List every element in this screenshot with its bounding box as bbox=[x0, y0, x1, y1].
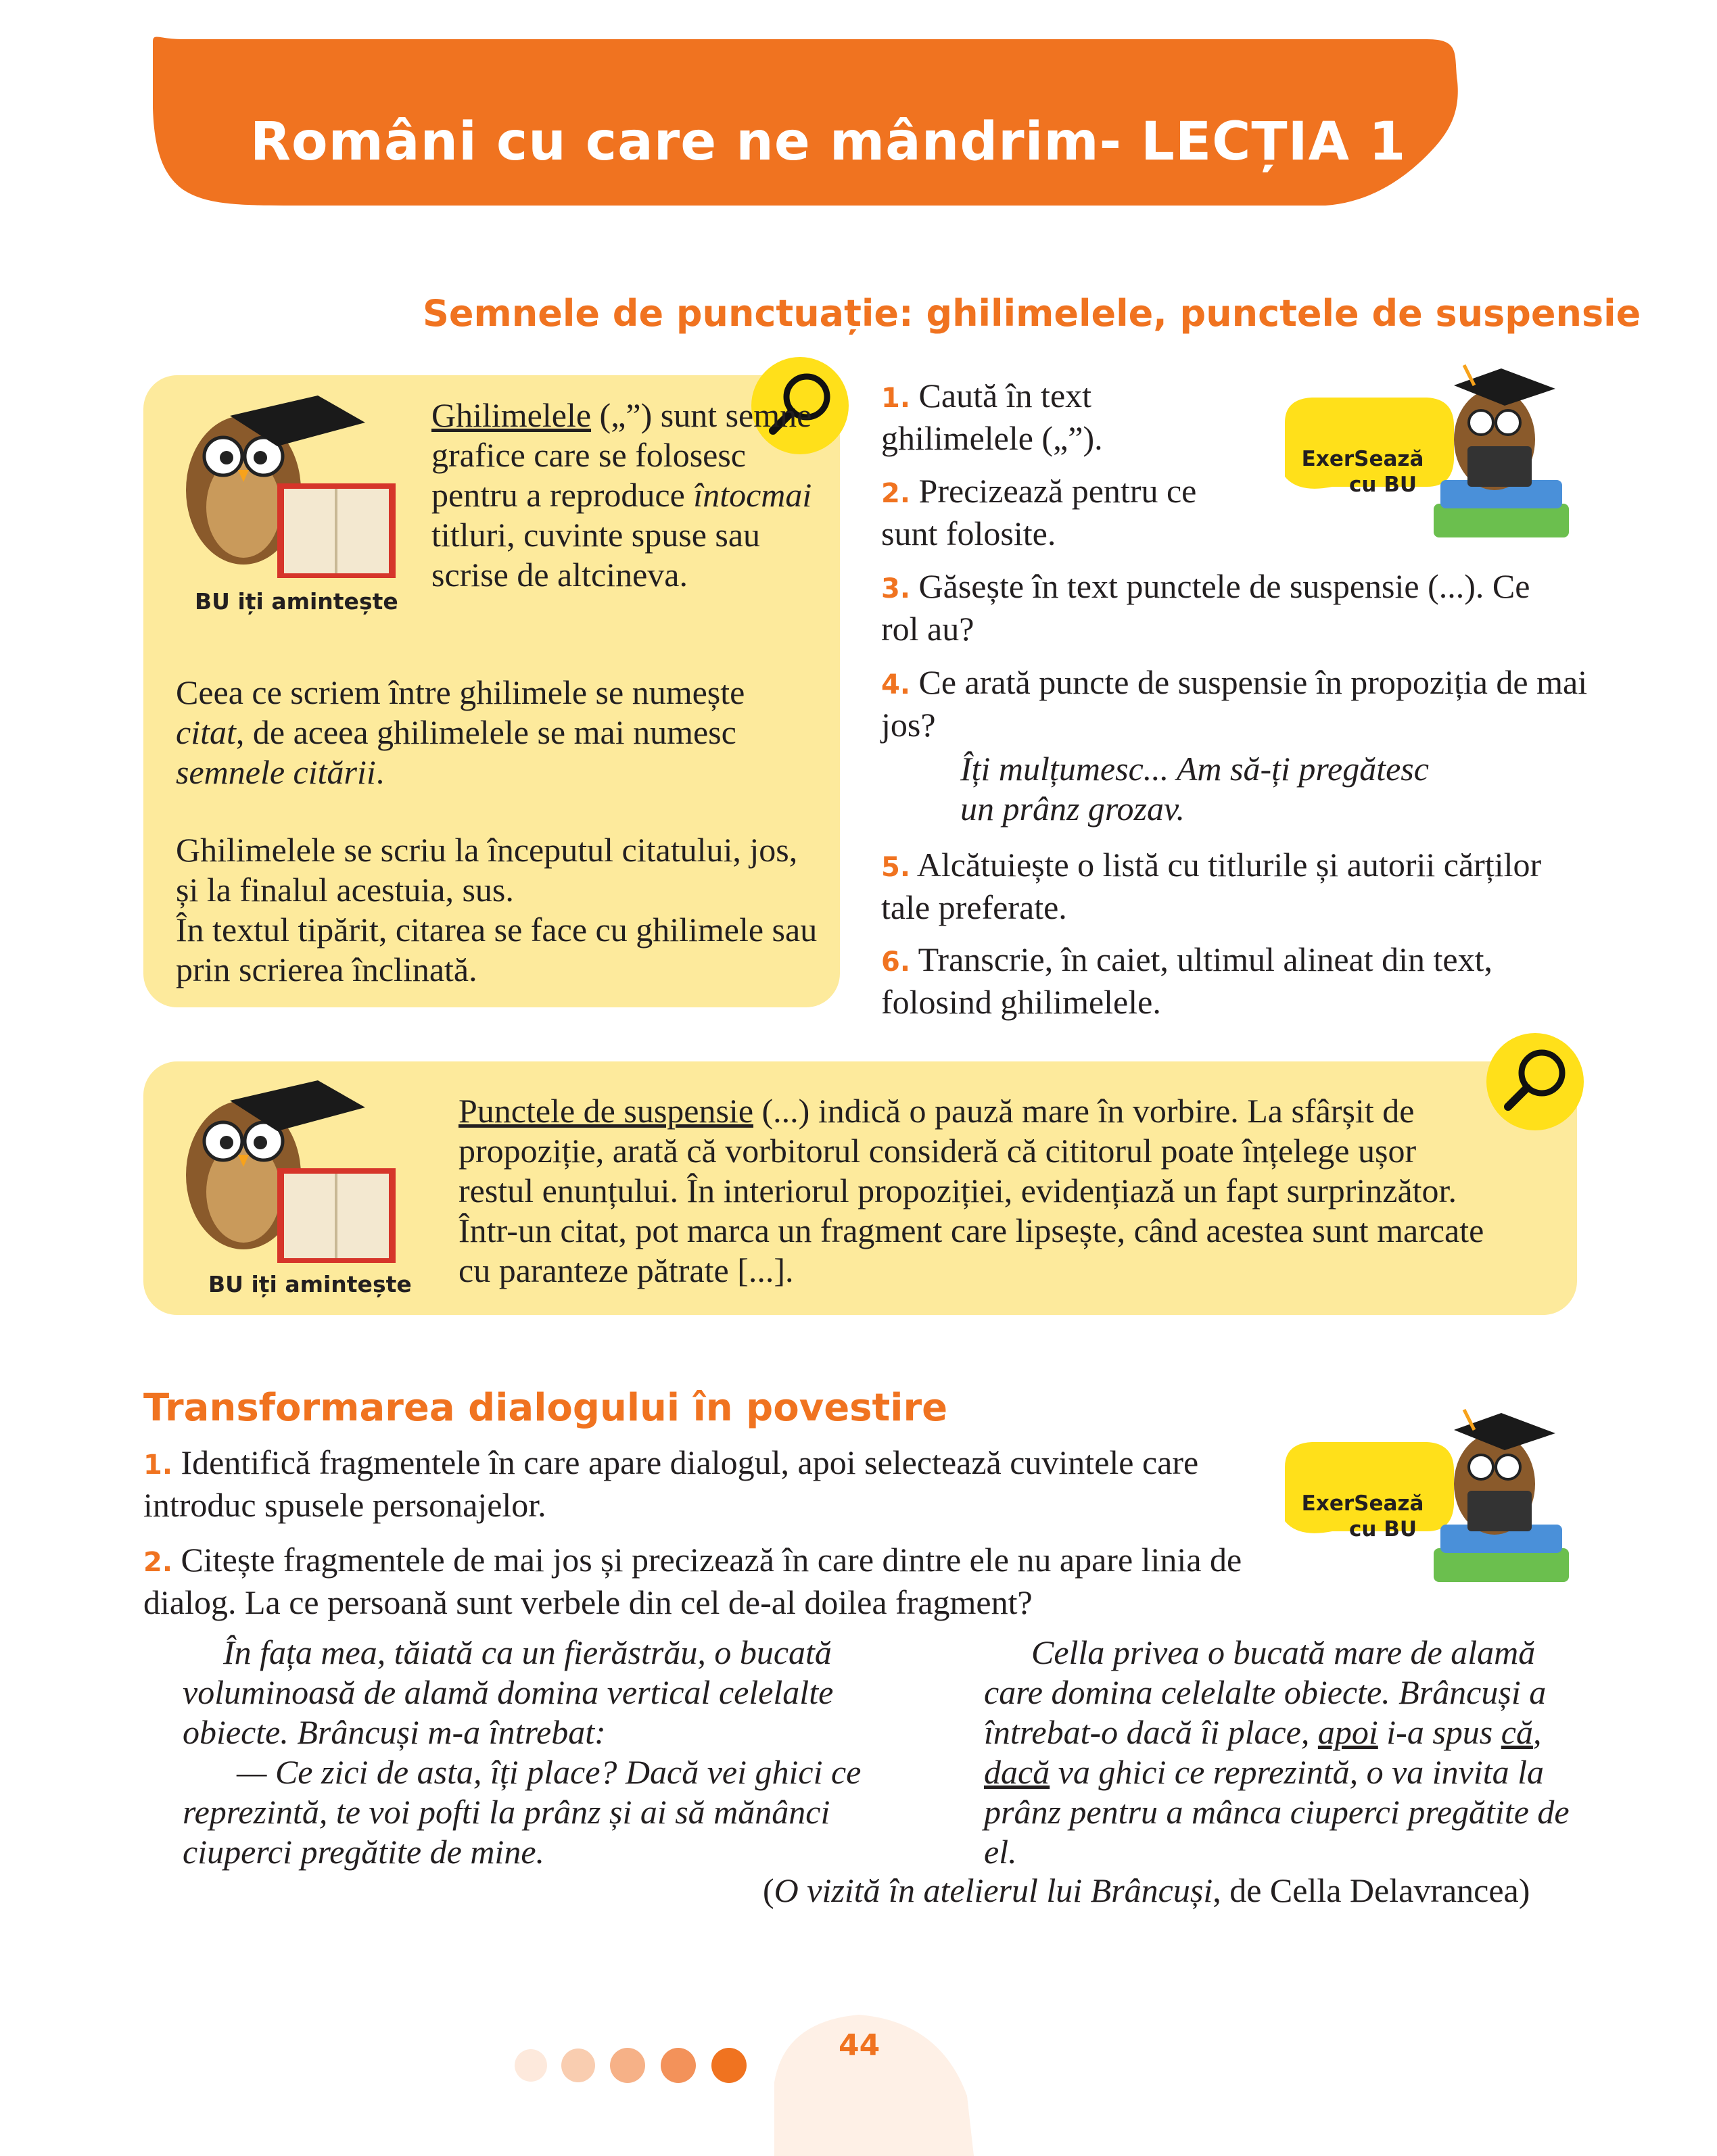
owl-with-book-icon bbox=[162, 1067, 399, 1270]
exercise-item: 2. Citește fragmentele de mai jos și precizează în care dintre ele nu apare linia de dialog. La ce persoană sunt verbele din cel de-al doilea fragment? bbox=[143, 1541, 1242, 1621]
owl-label: BU iți amintește bbox=[195, 588, 398, 615]
page-footer-decoration bbox=[500, 2008, 994, 2156]
magnifier-icon bbox=[1484, 1031, 1586, 1132]
exercise-badge-label: ExerSează cu BU bbox=[1301, 447, 1424, 497]
exercise-item: 4. Ce arată puncte de suspensie în propoziția de mai jos? bbox=[881, 663, 1588, 744]
page-number: 44 bbox=[839, 2028, 880, 2063]
section-title-punctuation: Semnele de punctuație: ghilimelele, punctele de suspensie bbox=[423, 292, 1641, 335]
fragment-dialogue: În fața mea, tăiată ca un fierăstrău, o bucată voluminoasă de alamă domina vertical celelalte obiecte. Brâncuși m-a întrebat: — Ce zici de asta, îți place? Dacă vei ghici ce reprezintă, te voi pofti la prânz și ai să mănânci ciuperci pregătite de mine. bbox=[183, 1633, 862, 1871]
exercise-item: 2. Precizează pentru ce sunt folosite. bbox=[881, 472, 1197, 552]
section-title-dialogue: Transformarea dialogului în povestire bbox=[143, 1386, 948, 1430]
exercise-item: 5. Alcătuiește o listă cu titlurile și autorii cărților tale preferate. bbox=[881, 846, 1542, 926]
fragment-narration: Cella privea o bucată mare de alamă care domina celelalte obiecte. Brâncuși a întrebat-o dacă îi place, apoi i-a spus că, dacă va ghici ce reprezintă, o va invita la prânz pentru a mânca ciuperci pregătite de el. bbox=[984, 1633, 1570, 1871]
owl-with-book-icon bbox=[162, 382, 399, 585]
exercise-badge-label: ExerSează cu BU bbox=[1301, 1491, 1424, 1541]
exercise-item: 3. Găsește în text punctele de suspensie (...). Ce rol au? bbox=[881, 567, 1530, 648]
quotes-paragraph-4: În textul tipărit, citarea se face cu ghilimele sau prin scrierea înclinată. bbox=[176, 911, 818, 988]
quotes-definition: Ghilimelele („”) sunt semne grafice care se folosesc pentru a reproduce întocmai titluri, cuvinte spuse sau scrise de altcineva. bbox=[431, 396, 812, 594]
owl-label: BU iți amintește bbox=[208, 1271, 412, 1297]
source-citation: (O vizită în atelierul lui Brâncuși, de Cella Delavrancea) bbox=[763, 1871, 1530, 1909]
quotes-paragraph-2: Ceea ce scriem între ghilimele se numește citat, de aceea ghilimelele se mai numesc semnele citării. bbox=[176, 673, 745, 791]
page-title: Români cu care ne mândrim- LECȚIA 1 bbox=[250, 112, 1407, 172]
exercise-item: 1. Identifică fragmentele în care apare dialogul, apoi selectează cuvintele care introduc spusele personajelor. bbox=[143, 1443, 1199, 1524]
term-ellipsis: Punctele de suspensie bbox=[458, 1092, 754, 1130]
ellipsis-definition: Punctele de suspensie (...) indică o pauză mare în vorbire. La sfârșit de propoziție, arată că vorbitorul consideră că cititorul poate înțelege ușor restul enunțului. În interiorul propoziției, evidențiază un fapt surprinzător. Într-un citat, pot marca un fragment care lipsește, când acestea sunt marcate cu paranteze pătrate [...]. bbox=[458, 1092, 1484, 1289]
term-quotes: Ghilimelele bbox=[431, 396, 592, 434]
exercise-item: 1. Caută în text ghilimelele („”). bbox=[881, 377, 1103, 457]
example-quote: Îți mulțumesc... Am să-ți pregătesc un prânz grozav. bbox=[960, 750, 1429, 828]
exercise-item: 6. Transcrie, în caiet, ultimul alineat din text, folosind ghilimelele. bbox=[881, 940, 1492, 1021]
quotes-paragraph-3: Ghilimelele se scriu la începutul citatului, jos, și la finalul acestuia, sus. bbox=[176, 831, 798, 909]
